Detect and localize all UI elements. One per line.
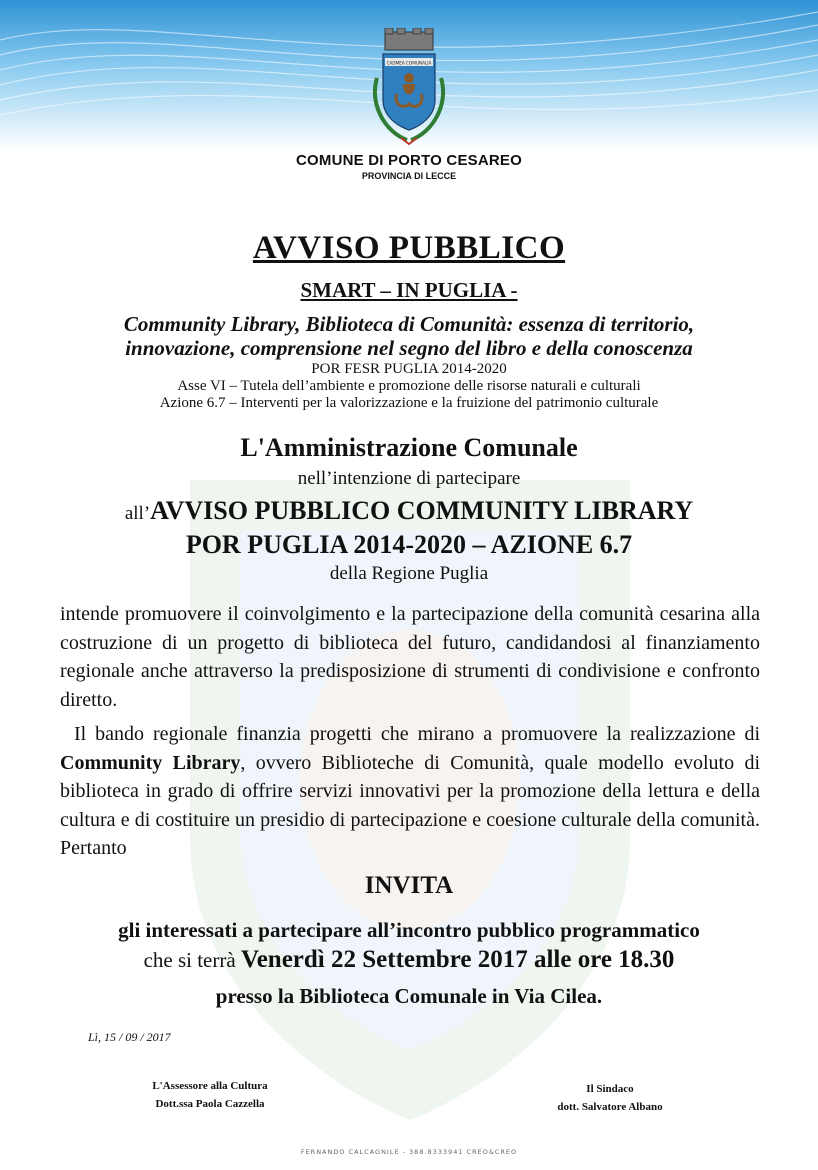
invitation-line-2 xyxy=(0,946,818,974)
signature-sindaco xyxy=(520,1080,700,1116)
body-paragraph-2 xyxy=(60,720,760,863)
event-date: Venerdì 22 Settembre 2017 alle ore 18.30 xyxy=(240,946,675,973)
body-paragraph-1: intende promuovere il coinvolgimento e la partecipazione della comunità cesarina alla costruzione di un progetto di biblioteca del futuro, candidandosi al finanziamento regionale anche attraverso la predisposizione di strumenti di condivisione e confronto diretto. xyxy=(60,603,760,711)
notice-subtitle xyxy=(0,312,818,360)
region-line: della Regione Puglia xyxy=(329,563,489,584)
invitation-title: INVITA xyxy=(364,872,454,899)
call-title xyxy=(0,495,818,560)
asse-line: Asse VI – Tutela dell’ambiente e promozione delle risorse naturali e culturali xyxy=(177,378,641,394)
p2-text-before: Il bando regionale finanzia progetti che mirano a promuovere la realizzazione di xyxy=(74,723,760,745)
intention-line: nell’intenzione di partecipare xyxy=(297,468,521,489)
invitation-prefix: che si terrà xyxy=(143,948,241,972)
call-title-line-1: AVVISO PUBBLICO COMMUNITY LIBRARY xyxy=(150,496,694,525)
invitation-line-1: gli interessati a partecipare all’incontro pubblico programmatico xyxy=(118,918,700,942)
sindaco-role: Il Sindaco xyxy=(586,1083,634,1095)
subtitle-line-2: innovazione, comprensione nel segno del libro e della conoscenza xyxy=(125,336,693,360)
call-title-line-2: POR PUGLIA 2014-2020 – AZIONE 6.7 xyxy=(185,530,633,559)
designer-credit: FERNANDO CALCAGNILE - 388.8333941 CREO&CREO xyxy=(300,1148,518,1156)
notice-title: AVVISO PUBBLICO xyxy=(252,230,566,266)
funding-details xyxy=(0,361,818,412)
p2-community-library: Community Library xyxy=(60,751,241,774)
issue-date: Lì, 15 / 09 / 2017 xyxy=(88,1030,171,1044)
signature-assessore xyxy=(130,1077,290,1113)
call-prefix: all’ xyxy=(124,503,151,524)
crest-banner-text: CADMEA COMUNALIA xyxy=(386,60,432,66)
event-location: presso la Biblioteca Comunale in Via Cilea. xyxy=(215,984,603,1008)
province-name: PROVINCIA DI LECCE xyxy=(361,171,457,181)
sindaco-name: dott. Salvatore Albano xyxy=(557,1101,663,1113)
assessore-name: Dott.ssa Paola Cazzella xyxy=(155,1098,265,1110)
program-name: SMART – IN PUGLIA - xyxy=(300,278,518,302)
assessore-role: L'Assessore alla Cultura xyxy=(152,1080,268,1092)
fesr-line: POR FESR PUGLIA 2014-2020 xyxy=(311,361,507,377)
administration-heading: L'Amministrazione Comunale xyxy=(240,433,578,462)
p2-text-after: , ovvero Biblioteche di Comunità, quale modello evoluto di biblioteca in grado di offrire servizi innovativi per la promozione della lettura e della cultura e di costituire un presidio di partecipazione e coesione culturale della comunità. Pertanto xyxy=(60,751,761,859)
subtitle-line-1: Community Library, Biblioteca di Comunità: essenza di territorio, xyxy=(123,312,695,336)
azione-line: Azione 6.7 – Interventi per la valorizzazione e la fruizione del patrimonio culturale xyxy=(159,395,659,411)
municipal-crest xyxy=(363,28,455,148)
municipality-name: COMUNE DI PORTO CESAREO xyxy=(295,152,522,169)
